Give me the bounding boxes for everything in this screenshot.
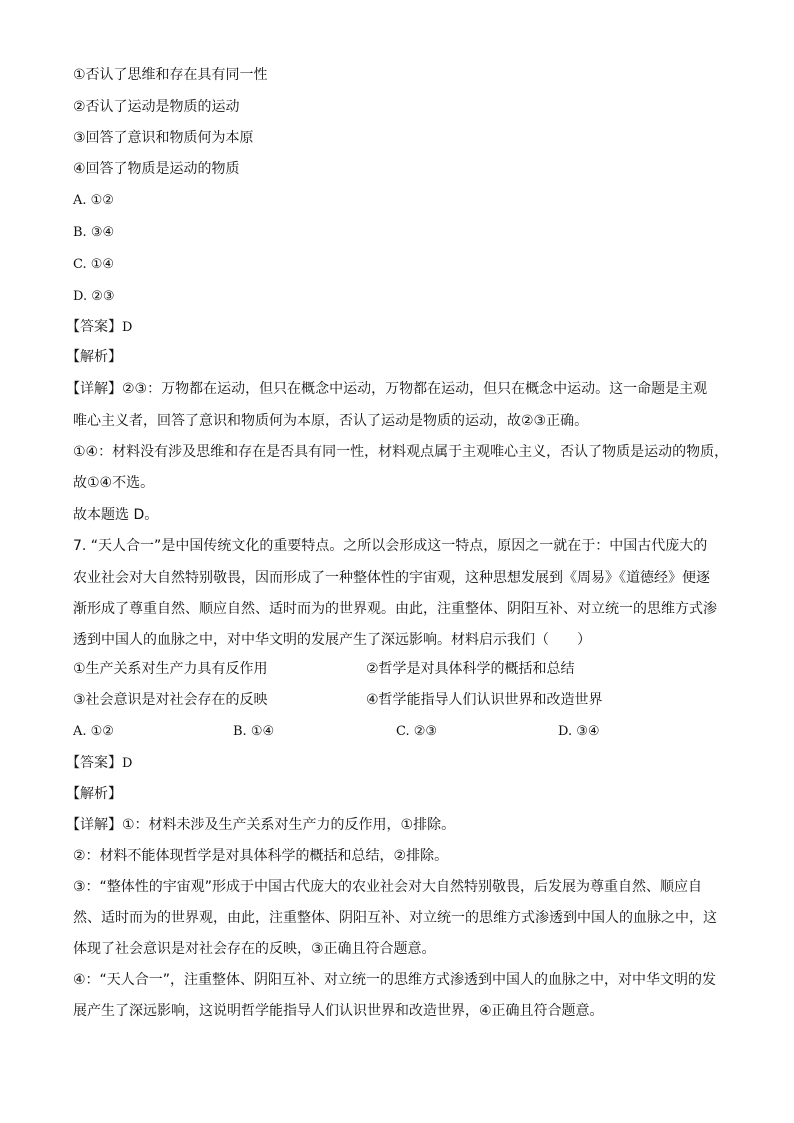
q7-answer [66,754,726,773]
q7-analysis-tag: 【解析】 [66,786,122,802]
q7-detail-line-5: 体现了社会意识是对社会存在的反映，③正确且符合题意。 [73,941,436,957]
q6-option-d: D. ②③ [73,289,115,304]
q6-conclusion: 故本题选 D。 [73,507,159,523]
q6-detail-line-3: ①④：材料没有涉及思维和存在是否具有同一性，材料观点属于主观唯心主义，否认了物质是运动的物质， [73,444,729,460]
q6-option-c: C. ①④ [73,257,115,272]
q7-option-d: D. ③④ [558,724,600,739]
q6-statement-3: ③回答了意识和物质何为本原 [73,130,254,146]
answer-tag: 【答案】 [66,319,122,335]
q6-statement-2: ②否认了运动是物质的运动 [73,99,240,115]
q7-detail-line-7: 展产生了深远影响，这说明哲学能指导人们认识世界和改造世界，④正确且符合题意。 [73,1003,604,1019]
q7-statement-2: ②哲学是对具体科学的概括和总结 [366,661,575,677]
q7-detail-line-1 [66,816,726,834]
q6-option-b: B. ③④ [73,225,115,240]
q7-detail-line-4: 然、适时而为的世界观，由此，注重整体、阴阳互补、对立统一的思维方式渗透到中国人的血脉之中，这 [73,910,717,926]
q6-statement-1: ①否认了思维和存在具有同一性 [73,67,268,83]
answer-value: D [122,320,133,335]
q7-stem-line-1: 7. “天人合一”是中国传统文化的重要特点。之所以会形成这一特点，原因之一就在于：中国古代庞大的 [73,538,708,554]
detail-tag: 【详解】 [66,381,122,397]
q7-statement-3: ③社会意识是对社会存在的反映 [73,692,268,708]
q7-option-c: C. ②③ [396,724,438,739]
q6-detail-line-1 [66,380,726,398]
q7-statement-1: ①生产关系对生产力具有反作用 [73,661,268,677]
answer-tag: 【答案】 [66,755,122,771]
q6-option-a: A. ①② [73,193,114,208]
q6-analysis-tag: 【解析】 [66,349,122,365]
detail-text: ②③：万物都在运动，但只在概念中运动，万物都在运动，但只在概念中运动。这一命题是主观 [122,381,708,397]
q7-detail-line-6: ④：“天人合一”，注重整体、阴阳互补、对立统一的思维方式渗透到中国人的血脉之中，对中华文明的发 [73,972,717,988]
q7-stem-line-3: 渐形成了尊重自然、顺应自然、适时而为的世界观。由此，注重整体、阴阳互补、对立统一的思维方式渗 [73,601,717,617]
q7-statement-4: ④哲学能指导人们认识世界和改造世界 [366,692,603,708]
q6-statement-4: ④回答了物质是运动的物质 [73,161,240,177]
q7-stem-line-2: 农业社会对大自然特别敬畏，因而形成了一种整体性的宇宙观，这种思想发展到《周易》《道德经》便逐 [73,570,710,586]
detail-tag: 【详解】 [66,817,122,833]
answer-value: D [122,756,133,771]
q6-answer [66,318,726,337]
q7-detail-line-2: ②：材料不能体现哲学是对具体科学的概括和总结，②排除。 [73,848,449,864]
q7-option-a: A. ①② [73,724,114,739]
q7-detail-line-3: ③：“整体性的宇宙观”形成于中国古代庞大的农业社会对大自然特别敬畏，后发展为尊重自然、顺应自 [73,879,703,895]
detail-text: ①：材料未涉及生产关系对生产力的反作用，①排除。 [122,817,456,833]
q6-detail-line-4: 故①④不选。 [73,475,155,491]
q7-stem-line-4: 透到中国人的血脉之中，对中华文明的发展产生了深远影响。材料启示我们（ ） [73,632,591,648]
q6-detail-line-2: 唯心主义者，回答了意识和物质何为本原，否认了运动是物质的运动，故②③正确。 [73,413,589,429]
q7-option-b: B. ①④ [233,724,275,739]
